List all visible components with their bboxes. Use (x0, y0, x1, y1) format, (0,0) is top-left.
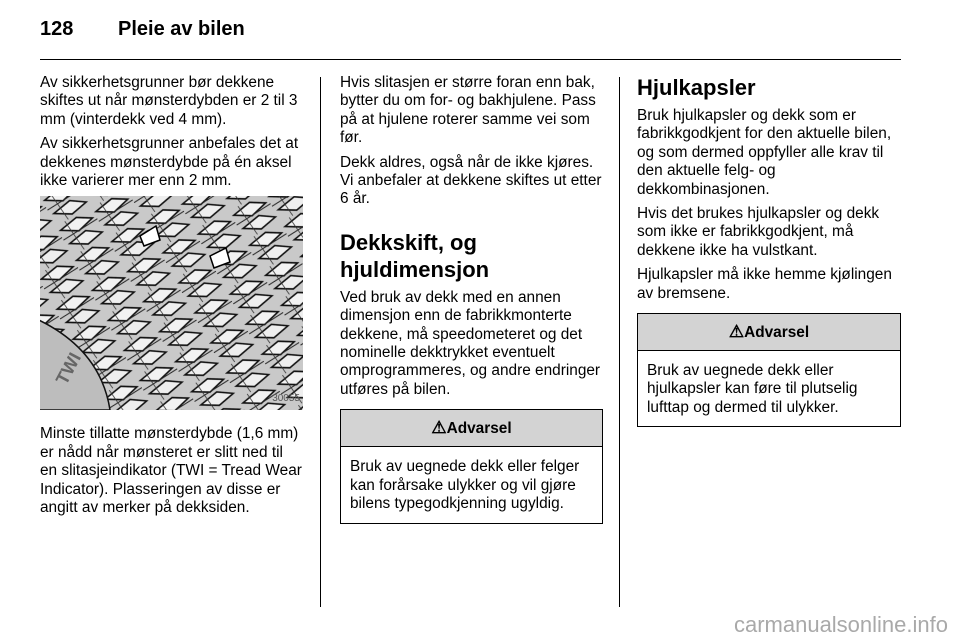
column-divider-1 (320, 77, 321, 607)
watermark: carmanualsonline.info (733, 612, 948, 637)
column-3 (637, 74, 901, 427)
warning-text: Bruk av uegnede dekk eller hjulkapsler kan føre til plutselig lufttap og dermed til ulykker. (647, 362, 858, 416)
paragraph: Av sikkerhetsgrunner bør dekkene skiftes ut når mønsterdybden er 2 til 3 mm (vinterdekk ved 4 mm). (40, 74, 298, 128)
page-number: 128 (40, 18, 74, 40)
warning-triangle-icon: ⚠ (728, 322, 745, 342)
tire-tread-illustration (40, 196, 303, 410)
warning-header (341, 410, 602, 447)
paragraph: Hvis slitasjen er større foran enn bak, bytter du om for- og bakhjulene. Pass på at hjulene roterer samme vei som før. (340, 74, 596, 147)
column-1 (40, 74, 303, 523)
warning-title: Advarsel (744, 324, 810, 342)
column-divider-2 (619, 77, 620, 607)
header-rule (40, 59, 901, 60)
paragraph: Hjulkapsler må ikke hemme kjølingen av bremsene. (637, 266, 892, 302)
paragraph: Bruk hjulkapsler og dekk som er fabrikkgodkjent for den aktuelle bilen, og som dermed oppfyller alle krav til den aktuelle felg- og dekkombinasjonen. (637, 107, 892, 198)
warning-triangle-icon: ⚠ (431, 418, 447, 438)
column-2 (340, 74, 603, 524)
warning-title: Advarsel (446, 420, 512, 438)
paragraph: Minste tillatte mønsterdybde (1,6 mm) er nådd når mønsteret er slitt ned til en slitasjeindikator (TWI = Tread Wear Indicator). Plasseringen av disse er angitt av merker på dekksiden. (40, 425, 302, 517)
warning-header (638, 314, 900, 351)
warning-box (637, 313, 901, 427)
warning-box (340, 409, 603, 523)
paragraph: Hvis det brukes hjulkapsler og dekk som ikke er fabrikkgodkjent, må dekkene ikke ha vulstkant. (637, 205, 880, 259)
section-heading: Dekkskift, og hjuldimensjon (340, 229, 490, 282)
paragraph: Av sikkerhetsgrunner anbefales det at dekkenes mønsterdybde på én aksel ikke varierer mer enn 2 mm. (40, 135, 299, 190)
tire-tread-drawing (40, 196, 303, 410)
warning-text: Bruk av uegnede dekk eller felger kan forårsake ulykker og vil gjøre bilens typegodkjenning ugyldig. (350, 458, 580, 513)
page-header (40, 18, 245, 41)
twi-label: TWI (51, 349, 86, 389)
page-title: Pleie av bilen (118, 18, 245, 40)
paragraph: Ved bruk av dekk med en annen dimensjon enn de fabrikkmonterte dekkene, må speedometeret og det nominelle dekktrykket eventuelt omprogrammeres, og andre endringer utføres på bilen. (340, 288, 601, 398)
section-heading: Hjulkapsler (637, 75, 756, 100)
figure-number: 30055 (272, 393, 300, 405)
paragraph: Dekk aldres, også når de ikke kjøres. Vi anbefaler at dekkene skiftes ut etter 6 år. (340, 153, 602, 208)
